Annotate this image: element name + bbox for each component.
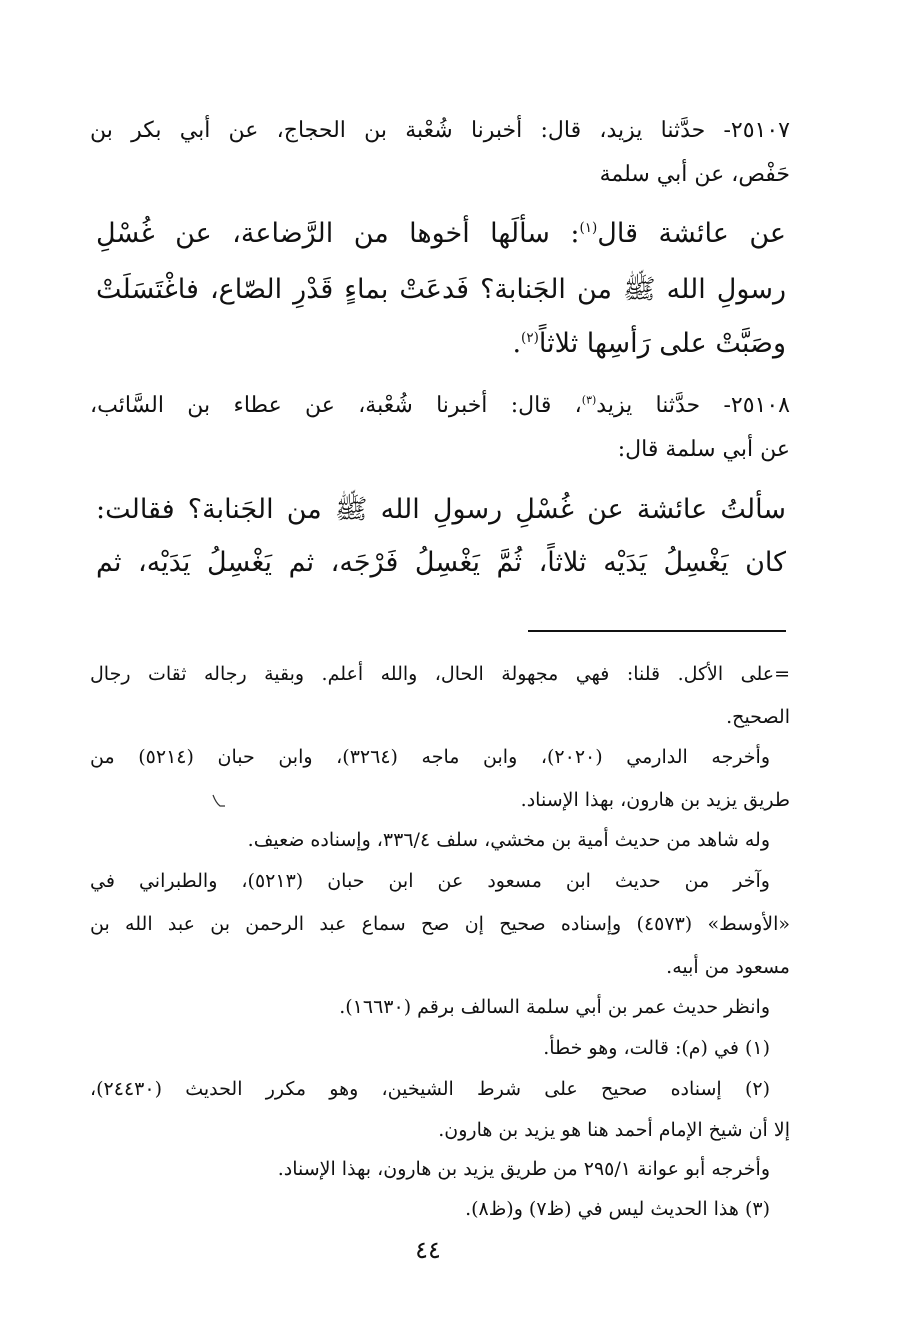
hadith-25107-chain-line-1: ٢٥١٠٧- حدَّثنا يزيد، قال: أخبرنا شُعْبة بن الحجاج، عن أبي بكر بن — [90, 118, 790, 143]
footnote-ref-2: (٢) — [521, 330, 539, 346]
footnote-line: إلا أن شيخ الإمام أحمد هنا هو يزيد بن هارون. — [438, 1119, 790, 1141]
hadith-25107-chain-line-2: حَفْص، عن أبي سلمة — [599, 162, 790, 187]
footnote-line: (٢) إسناده صحيح على شرط الشيخين، وهو مكرر الحديث (٢٤٤٣٠)، — [90, 1078, 770, 1100]
pen-mark — [210, 793, 228, 809]
hadith-25107-text-line-2: رسولِ الله ﷺ من الجَنابة؟ فَدعَتْ بماءٍ قَدْرِ الصّاع، فاغْتَسَلَتْ — [96, 274, 786, 305]
footnote-line: الصحيح. — [726, 706, 790, 728]
footnote-ref-1: (١) — [579, 220, 598, 236]
footnote-line: طريق يزيد بن هارون، بهذا الإسناد. — [520, 789, 790, 811]
footnote-line: (٣) هذا الحديث ليس في (ظ٧) و(ظ٨). — [465, 1198, 770, 1220]
footnote-ref-3: (٣) — [581, 393, 597, 407]
footnote-separator — [528, 630, 786, 632]
hadith-25108-text-line-1: سألتُ عائشة عن غُسْلِ رسولِ الله ﷺ من الجَنابة؟ فقالت: — [96, 494, 786, 525]
footnote-line: وآخر من حديث ابن مسعود عن ابن حبان (٥٢١٣)، والطبراني في — [90, 870, 770, 892]
footnote-line: =على الأكل. قلنا: فهي مجهولة الحال، والله أعلم. وبقية رجاله ثقات رجال — [90, 663, 790, 685]
footnote-line: «الأوسط» (٤٥٧٣) وإسناده صحيح إن صح سماع عبد الرحمن بن عبد الله بن — [90, 913, 790, 935]
hadith-25108-text-line-2: كان يَغْسِلُ يَدَيْه ثلاثاً، ثُمَّ يَغْسِلُ فَرْجَه، ثم يَغْسِلُ يَدَيْه، ثم — [96, 547, 786, 578]
footnote-line: وأخرجه الدارمي (٢٠٢٠)، وابن ماجه (٣٢٦٤)، وابن حبان (٥٢١٤) من — [90, 746, 770, 768]
hadith-25107-text-line-3: وصَبَّتْ على رَأسِها ثلاثاً$^{(٢)}$. — [512, 328, 786, 359]
footnote-line: (١) في (م): قالت، وهو خطأ. — [543, 1037, 770, 1059]
hadith-25108-chain-line-1: ٢٥١٠٨- حدَّثنا يزيد$^{(٣)}$، قال: أخبرنا شُعْبة، عن عطاء بن السَّائب، — [90, 393, 790, 418]
footnote-line: مسعود من أبيه. — [666, 956, 790, 978]
footnote-line: وله شاهد من حديث أمية بن مخشي، سلف ٣٣٦/٤، وإسناده ضعيف. — [247, 829, 770, 851]
page-number: ٤٤ — [415, 1236, 441, 1264]
hadith-25107-text-line-1: عن عائشة قال$^{(١)}$: سألَها أخوها من الرَّضاعة، عن غُسْلِ — [96, 218, 786, 249]
hadith-25108-chain-line-2: عن أبي سلمة قال: — [617, 437, 790, 462]
footnote-line: وأخرجه أبو عوانة ٢٩٥/١ من طريق يزيد بن هارون، بهذا الإسناد. — [277, 1158, 770, 1180]
footnote-line: وانظر حديث عمر بن أبي سلمة السالف برقم (١٦٦٣٠). — [339, 996, 770, 1018]
